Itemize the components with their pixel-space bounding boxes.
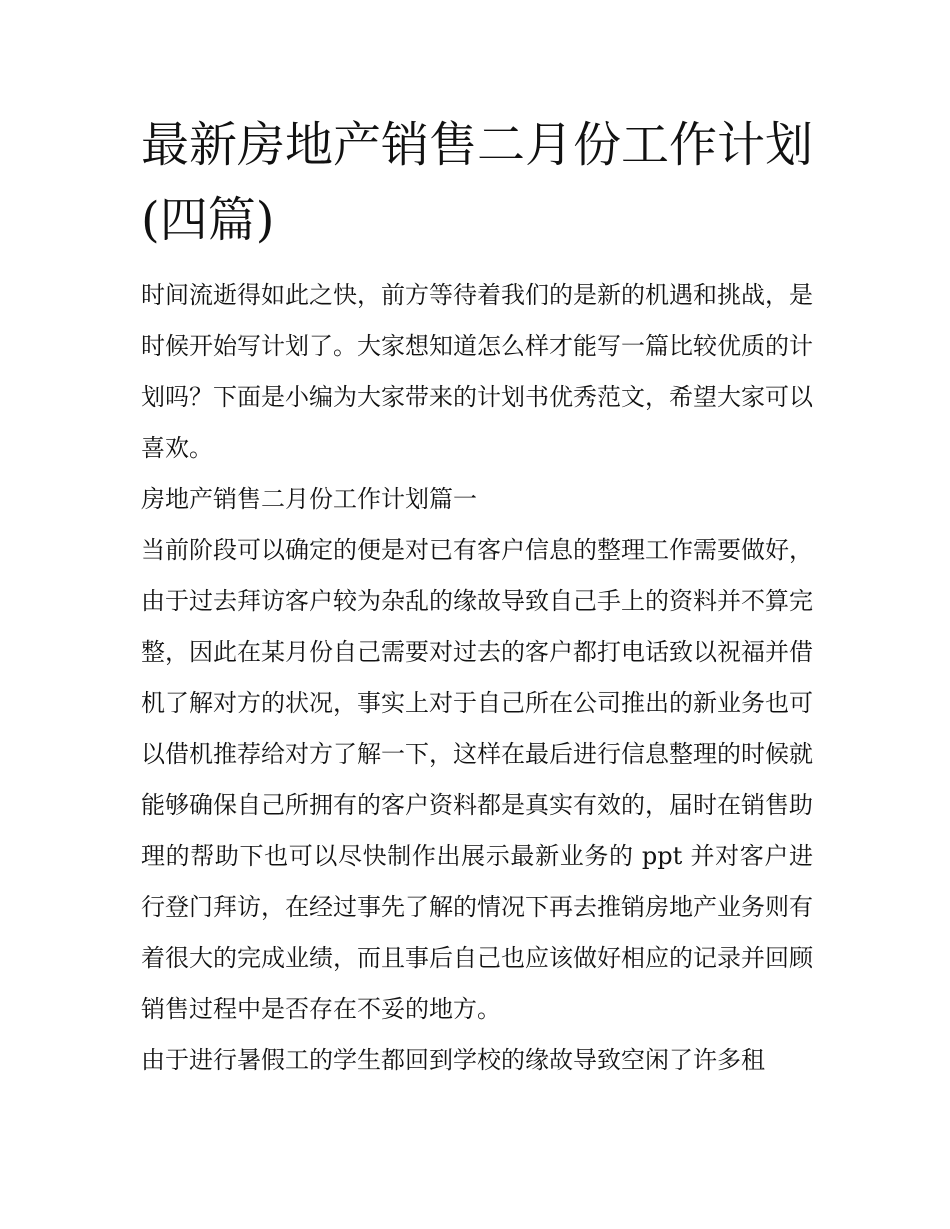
intro-paragraph: 时间流逝得如此之快，前方等待着我们的是新的机遇和挑战，是时候开始写计划了。大家想知道怎么样才能写一篇比较优质的计划吗？下面是小编为大家带来的计划书优秀范文，希望大家可以喜欢。 [141,281,813,462]
body-paragraph-1: 当前阶段可以确定的便是对已有客户信息的整理工作需要做好，由于过去拜访客户较为杂乱的缘故导致自己手上的资料并不算完整，因此在某月份自己需要对过去的客户都打电话致以祝福并借机了解对方的状况，事实上对于自己所在公司推出的新业务也可以借机推荐给对方了解一下，这样在最后进行信息整理的时候就能够确保自己所拥有的客户资料都是真实有效的，届时在销售助理的帮助下也可以尽快制作出展示最新业务的 ppt 并对客户进行登门拜访，在经过事先了解的情况下再去推销房地产业务则有着很大的完成业绩，而且事后自己也应该做好相应的记录并回顾销售过程中是否存在不妥的地方。 [141,536,813,1023]
section-heading: 房地产销售二月份工作计划篇一 [141,485,477,513]
document-title: 最新房地产销售二月份工作计划(四篇) [141,117,814,248]
document-body [141,108,813,1086]
body-paragraph-2: 由于进行暑假工的学生都回到学校的缘故导致空闲了许多租 [141,1046,765,1074]
